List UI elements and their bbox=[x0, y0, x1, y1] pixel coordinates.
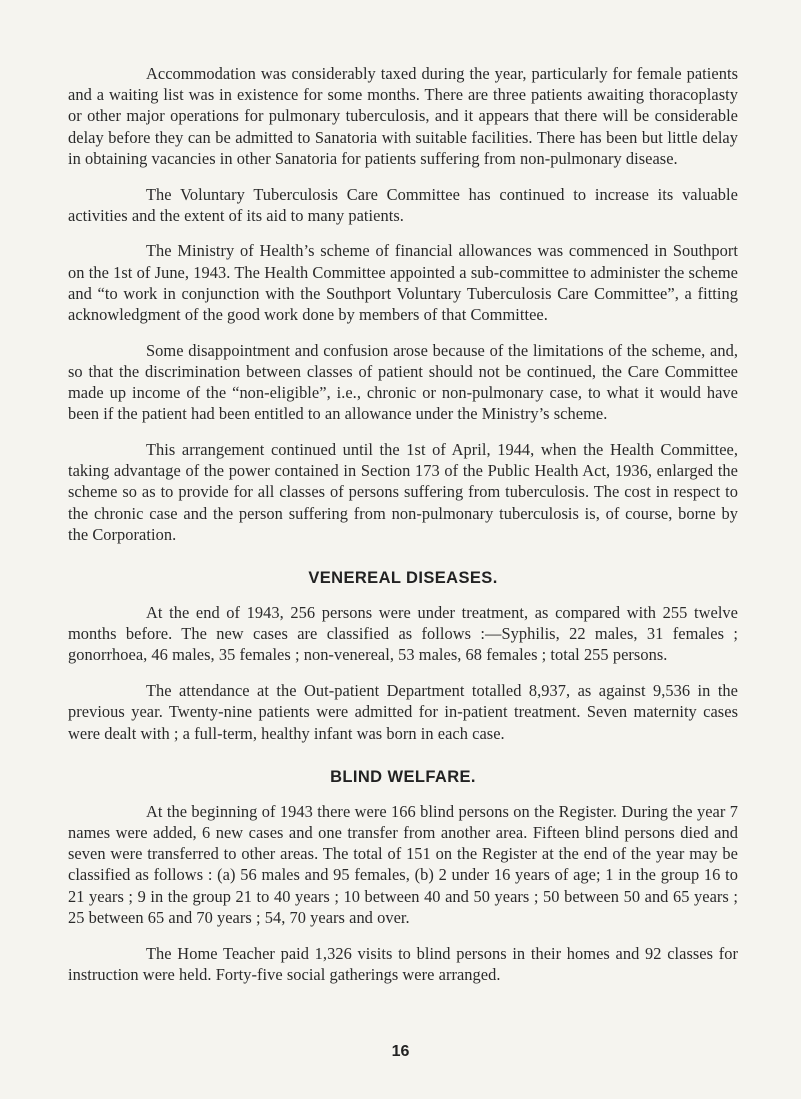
paragraph-venereal-attendance: The attendance at the Out-patient Department totalled 8,937, as against 9,536 in the previous year. Twenty-nine patients were admitted for in-patient treatment. Seven maternity cases were dealt with ; a full-term, healthy infant was born in each case. bbox=[68, 681, 738, 743]
page-number: 16 bbox=[391, 1043, 410, 1060]
paragraph-financial-allowances: The Ministry of Health’s scheme of financial allowances was commenced in Southport on the 1st of June, 1943. The Health Committee appointed a sub-committee to administer the scheme and “to work in conjunction with the Southport Voluntary Tuberculosis Care Committee”, a fitting acknowledgment of the good work done by members of that Committee. bbox=[68, 241, 738, 325]
paragraph-arrangement: This arrangement continued until the 1st of April, 1944, when the Health Committee, taking advantage of the power contained in Section 173 of the Public Health Act, 1936, enlarged the scheme so as to provide for all classes of persons suffering from tuberculosis. The cost in respect to the chronic case and the person suffering from non-pulmonary tuberculosis is, of course, borne by the Corporation. bbox=[68, 440, 738, 544]
paragraph-care-committee: The Voluntary Tuberculosis Care Committee has continued to increase its valuable activities and the extent of its aid to many patients. bbox=[68, 184, 738, 225]
paragraph-accommodation: Accommodation was considerably taxed during the year, particularly for female patients and a waiting list was in existence for some months. There are three patients awaiting thoracoplasty or other major operations for pulmonary tuberculosis, and it appears that there will be considerable delay before they can be admitted to Sanatoria with suitable facilities. There has been but little delay in obtaining vacancies in other Sanatoria for patients suffering from non-pulmonary disease. bbox=[68, 64, 738, 168]
paragraph-home-teacher: The Home Teacher paid 1,326 visits to blind persons in their homes and 92 classes for instruction were held. Forty-five social gatherings were arranged. bbox=[68, 943, 738, 984]
paragraph-blind-register: At the beginning of 1943 there were 166 blind persons on the Register. During the year 7 names were added, 6 new cases and one transfer from another area. Fifteen blind persons died and seven were transferred to other areas. The total of 151 on the Register at the end of the year may be classified as follows : (a) 56 males and 95 females, (b) 2 under 16 years of age; 1 in the group 16 to 21 years ; 9 in the group 21 to 40 years ; 10 between 40 and 50 years ; 50 between 50 and 65 years ; 25 between 65 and 70 years ; 54, 70 years and over. bbox=[68, 801, 738, 927]
paragraph-venereal-cases: At the end of 1943, 256 persons were under treatment, as compared with 255 twelve months before. The new cases are classified as follows :—Syphilis, 22 males, 31 females ; gonorrhoea, 46 males, 35 females ; non-venereal, 53 males, 68 females ; total 255 persons. bbox=[68, 603, 738, 665]
paragraph-disappointment: Some disappointment and confusion arose because of the limitations of the scheme, and, so that the discrimination between classes of patient should not be continued, the Care Committee made up income of the “non-eligible”, i.e., chronic or non-pulmonary case, to what it would have been if the patient had been entitled to an allowance under the Ministry’s scheme. bbox=[68, 340, 738, 424]
heading-venereal-diseases: VENEREAL DISEASES. bbox=[308, 569, 498, 588]
heading-blind-welfare: BLIND WELFARE. bbox=[330, 767, 476, 786]
document-page bbox=[68, 63, 738, 999]
